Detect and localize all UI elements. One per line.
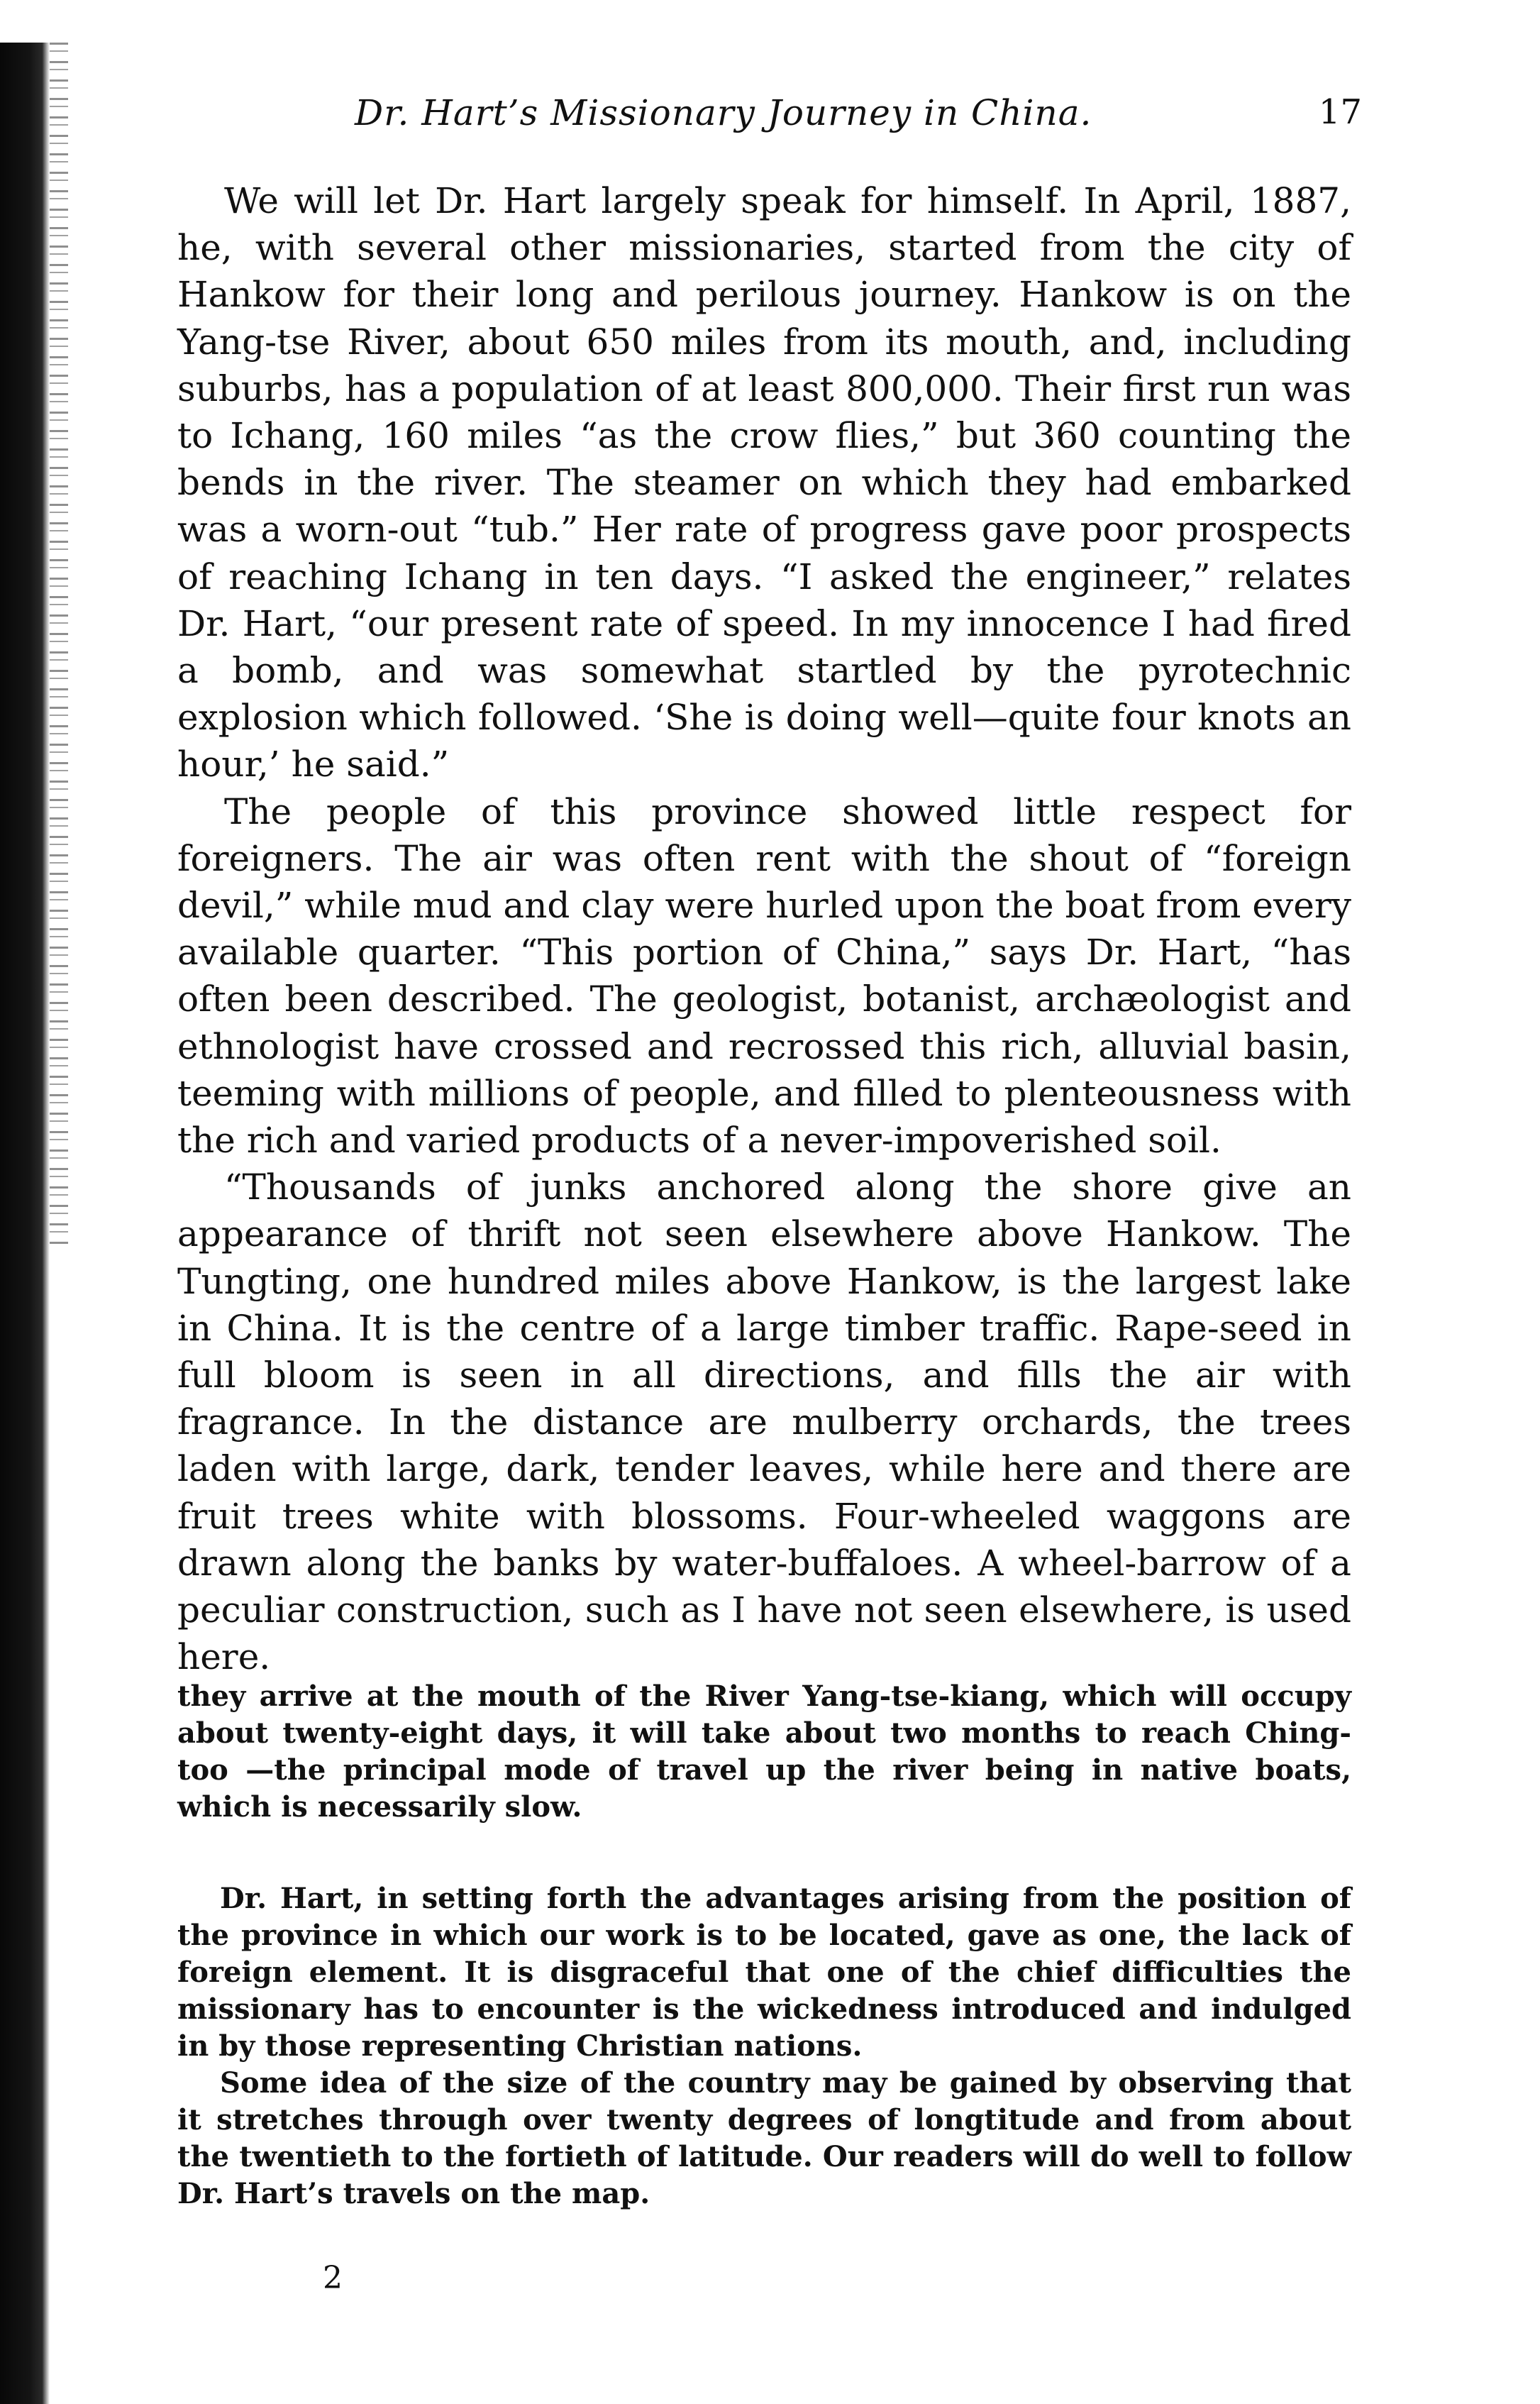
binding-shadow xyxy=(50,43,68,1249)
paragraph: The people of this province showed little respect for foreigners. The air was often rent with the shout of “foreign devil,” while mud and clay were hurled upon the boat from every available quarter. “This portion of China,” says Dr. Hart, “has often been described. The geologist, botanist, archæologist and ethnologist have crossed and recrossed this rich, alluvial basin, teeming with millions of people, and filled to plenteousness with the rich and varied products of a never-impoverished soil. xyxy=(177,790,1351,1162)
paragraph: “Thousands of junks anchored along the shore give an appearance of thrift not seen elsewhere above Hankow. The Tungting, one hundred miles above Hankow, is the largest lake in China. It is the centre of a large timber traffic. Rape-seed in full bloom is seen in all directions, and fills the air with fragrance. In the distance are mulberry orchards, the trees laden with large, dark, tender leaves, while here and there are fruit trees white with blossoms. Four-wheeled waggons are drawn along the banks by water-buffaloes. A wheel-barrow of a peculiar construction, such as I have not seen elsewhere, is used here. xyxy=(177,1167,1351,1678)
main-text xyxy=(177,177,1351,1681)
signature-mark: 2 xyxy=(323,2260,343,2296)
small-paragraph: they arrive at the mouth of the River Yang-tse-kiang, which will occupy about twenty-eight days, it will take about two months to reach Ching-too —the principal mode of travel up the river being in native boats, which is necessarily slow. xyxy=(177,1680,1351,1824)
small-paragraph: Dr. Hart, in setting forth the advantages arising from the position of the province in which our work is to be located, gave as one, the lack of foreign element. It is disgraceful that one of the chief difficulties the missionary has to encounter is the wickedness introduced and indulged in by those representing Christian nations. xyxy=(177,1882,1351,2063)
page-header xyxy=(177,92,1362,149)
page-number: 17 xyxy=(1318,92,1362,132)
inserted-text-block xyxy=(177,1678,1351,1826)
paragraph: We will let Dr. Hart largely speak for himself. In April, 1887, he, with several other missionaries, started from the city of Hankow for their long and perilous journey. Hankow is on the Yang-tse River, about 650 miles from its mouth, and, including suburbs, has a population of at least 800,000. Their first run was to Ichang, 160 miles “as the crow flies,” but 360 counting the bends in the river. The steamer on which they had embarked was a worn-out “tub.” Her rate of progress gave poor prospects of reaching Ichang in ten days. “I asked the engineer,” relates Dr. Hart, “our present rate of speed. In my innocence I had fired a bomb, and was somewhat startled by the pyrotechnic explosion which followed. ‘She is doing well—quite four knots an hour,’ he said.” xyxy=(177,180,1351,785)
binding-edge xyxy=(0,43,50,2404)
small-paragraph: Some idea of the size of the country may be gained by observing that it stretches through over twenty degrees of longtitude and from about the twentieth to the fortieth of latitude. Our readers will do well to follow Dr. Hart’s travels on the map. xyxy=(177,2066,1351,2210)
running-title: Dr. Hart’s Missionary Journey in China. xyxy=(355,92,1092,133)
inserted-text-block-2 xyxy=(177,1880,1351,2212)
